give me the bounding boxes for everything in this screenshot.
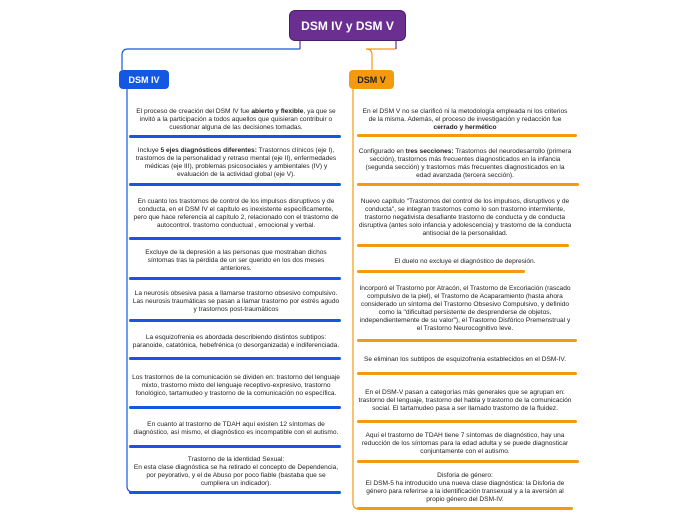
subtopic-underline-v-1	[357, 134, 577, 137]
subtopic-underline-iv-6	[129, 357, 341, 360]
connector-root-stem	[300, 40, 396, 49]
subtopic-text-bold: 5 ejes diagnósticos diferentes:	[160, 147, 257, 155]
subtopic-underline-iv-3	[129, 237, 341, 240]
subtopic-text	[132, 374, 340, 398]
subtopic-text	[358, 389, 572, 413]
subtopic-underline-iv-8	[129, 445, 341, 448]
subtopic-underline-iv-4	[129, 277, 341, 280]
branch-dsm-iv[interactable]: DSM IV	[119, 70, 169, 89]
subtopic-iv-6[interactable]	[132, 328, 340, 356]
subtopic-text	[132, 198, 340, 230]
subtopic-text-run: , ya que se invitó a la participación a todos aquellos que quisieran contribuir o cuestionar alguna de las decisiones tomadas.	[139, 108, 336, 131]
subtopic-text	[132, 334, 340, 350]
subtopic-underline-v-7	[357, 420, 577, 423]
subtopic-text-line: Trastorno de la identidad Sexual:	[187, 456, 285, 464]
subtopic-text-run: La neurosis obsesiva pasa a llamarse trastorno obsesivo compulsivo. Las neurosis traumáticas se pasan a llamar trastorno por estrés agudo y trastornos post-traumáticos	[132, 290, 340, 313]
subtopic-text	[132, 108, 340, 132]
subtopic-text-run: El proceso de creación del DSM IV fue	[136, 108, 252, 116]
connector-root-dsm-v	[366, 49, 396, 70]
branch-dsm-v[interactable]: DSM V	[349, 70, 394, 89]
subtopic-iv-5[interactable]	[132, 287, 340, 317]
subtopic-underline-iv-5	[129, 319, 341, 322]
subtopic-v-2[interactable]	[358, 146, 572, 182]
subtopic-text	[358, 432, 572, 456]
subtopic-text-line: En esta clase diagnóstica se ha retirado el concepto de Dependencia, por peyorativo, y el de Abuso por poco fiable (bastaba que se cumpliera un indicador).	[133, 464, 339, 487]
subtopic-v-5[interactable]	[358, 281, 572, 337]
subtopic-text-run: Nuevo capítulo "Trastornos del control de los impulsos, disruptivos y de conducta", se integran trastornos como lo son trastorno intermitente, trastorno negativista desafiante trastorno de conducta y de conducta disruptiva (antes solo infancia y adolescencia) y trastorno de la conducta antisocial de la personalidad.	[358, 198, 572, 237]
root-topic-dsm[interactable]: DSM IV y DSM V	[290, 11, 405, 40]
subtopic-text-run: En el DSM V no se clarificó ni la metodología empleada ni los criterios de la misma. Además, el proceso de investigación y redacción fue	[362, 108, 568, 124]
subtopic-text-run: Configurado en	[358, 148, 406, 156]
subtopic-text	[132, 421, 340, 437]
subtopic-v-6[interactable]	[358, 350, 572, 370]
subtopic-underline-v-6	[357, 372, 577, 375]
subtopic-text-run: Excluye de la depresión a las personas que mostraban dichos síntomas tras la pérdida de un ser querido en los dos meses anteriores.	[145, 249, 327, 272]
subtopic-underline-iv-1	[129, 135, 341, 138]
subtopic-text-run: La esquizofrenia es abordada describiendo distintos subtipos: paranoide, catatónica, hebefrénica (o desorganizada) e indiferenciada.	[132, 334, 340, 349]
subtopic-text	[358, 148, 572, 180]
subtopic-text-run: En cuanto al trastorno de TDAH aquí existen 12 síntomas de diagnóstico, así mismo, el diagnóstico es incompatible con el autismo.	[133, 421, 339, 436]
subtopic-text-run: El duelo no excluye el diagnóstico de depresión.	[394, 258, 536, 266]
subtopic-text-line: El DSM-5 ha introducido una nueva clase diagnóstica: la Disforia de género para referirse a la identificación transexual y a la aversión al propio género del DSM-IV.	[365, 480, 565, 503]
subtopic-underline-iv-9	[129, 491, 341, 494]
subtopic-v-8[interactable]	[358, 430, 572, 458]
subtopic-v-9[interactable]	[358, 471, 572, 505]
subtopic-iv-3[interactable]	[132, 193, 340, 235]
subtopic-underline-v-5	[357, 339, 577, 342]
subtopic-iv-4[interactable]	[132, 247, 340, 275]
subtopic-v-3[interactable]	[358, 194, 572, 242]
subtopic-text-run: Los trastornos de la comunicación se dividen en: trastorno del lenguaje mixto, trastorno mixto del lenguaje receptivo-expresivo, trastorno fonológico, tartamudeo y trastorno de la comunicación no específica.	[132, 374, 340, 397]
subtopic-text-run: Incluye	[137, 147, 161, 155]
subtopic-underline-v-8	[357, 460, 579, 463]
subtopic-underline-v-4	[357, 270, 525, 273]
subtopic-text-line: Disforia de género:	[437, 472, 493, 480]
subtopic-underline-v-3	[357, 244, 569, 247]
subtopic-text	[358, 285, 572, 332]
subtopic-text-run: Aquí el trastorno de TDAH tiene 7 síntomas de diagnóstico, hay una reducción de los síntomas para la edad adulta y se puede diagnosticar conjuntamente con el autismo.	[361, 432, 569, 455]
subtopic-iv-7[interactable]	[132, 368, 340, 404]
subtopic-text-run: Incorporó el Trastorno por Atracón, el Trastorno de Excoriación (rascado compulsivo de la piel), el Trastorno de Acaparamiento (hasta ahora considerado un síntoma del Trastorno Obsesivo Compulsivo, y definido como la "dificultad persistente de desprenderse de objetos, independientemente de su valor"), el Trastorno Disfórico Premenstrual y el Trastorno Neurocognitivo leve.	[359, 285, 571, 332]
connector-root-dsm-iv	[122, 49, 300, 70]
subtopic-v-4[interactable]	[358, 255, 572, 269]
subtopic-underline-v-2	[357, 183, 579, 186]
subtopic-text	[358, 356, 572, 364]
subtopic-text-run: Se eliminan los subtipos de esquizofrenia establecidos en el DSM-IV.	[363, 356, 567, 364]
subtopic-text-run: En cuanto los trastornos de control de los impulsos disruptivos y de conducta, en el DSM IV el capítulo es inexistente específicamente, pero que hace referencia al capítulo 2, relacionado con el trastorno de autocontrol. trastorno conductual , emocional y verbal.	[133, 198, 339, 229]
subtopic-text	[132, 249, 340, 273]
subtopic-text-bold: cerrado y hermético	[433, 123, 497, 131]
subtopic-text-run: Trastornos clínicos (eje I), trastornos de la personalidad y retraso mental (eje II), enfermedades médicas (eje III), problemas psicosociales y ambientales (IV) y evaluación de la actividad global (eje V).	[135, 147, 337, 178]
subtopic-text	[358, 108, 572, 132]
subtopic-text	[132, 147, 340, 179]
subtopic-iv-8[interactable]	[132, 415, 340, 443]
subtopic-text-bold: tres secciones:	[405, 148, 454, 156]
subtopic-text	[358, 198, 572, 238]
subtopic-underline-v-9	[357, 507, 573, 510]
subtopic-v-1[interactable]	[358, 107, 572, 133]
subtopic-text	[132, 290, 340, 314]
subtopic-v-7[interactable]	[358, 384, 572, 418]
subtopic-text-run: Trastornos del neurodesarrollo (primera sección), trastornos más frecuentes diagnosticados en la infancia (segunda sección) y trastornos más frecuentes diagnosticados en la edad avanzada (tercera sección).	[365, 148, 572, 179]
subtopic-underline-iv-2	[129, 183, 341, 186]
subtopic-text	[358, 258, 572, 266]
subtopic-iv-9[interactable]	[132, 455, 340, 489]
subtopic-iv-1[interactable]	[132, 106, 340, 134]
subtopic-underline-iv-7	[129, 406, 341, 409]
subtopic-text-run: En el DSM-V pasan a categorías más generales que se agrupan en: trastorno del lenguaje, trastorno del habla y trastorno de la comunicación social. El tartamudeo pasa a ser llamado trastorno de la fluidez.	[358, 389, 572, 412]
subtopic-text-bold: abierto y flexible	[251, 108, 304, 116]
subtopic-iv-2[interactable]	[132, 145, 340, 181]
